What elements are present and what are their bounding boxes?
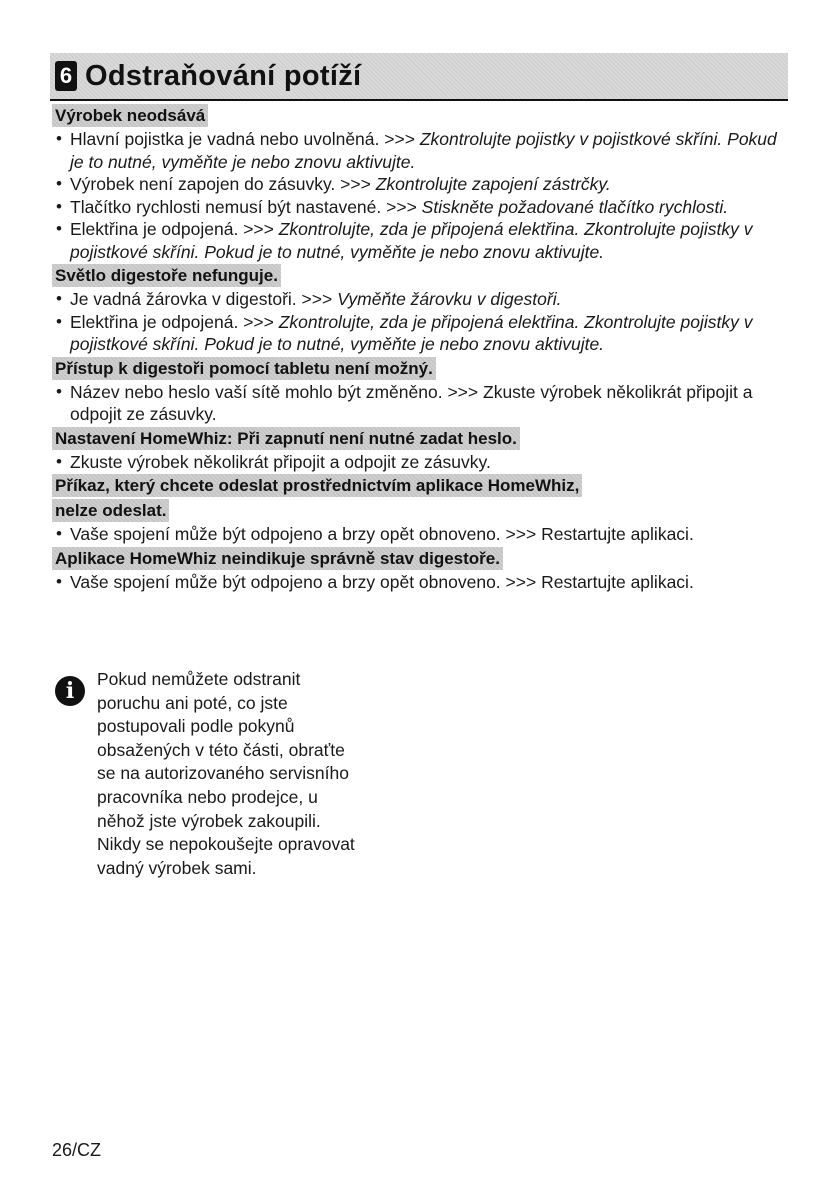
page-number: 26/CZ: [52, 1140, 102, 1160]
remedy-text: Restartujte aplikaci.: [541, 571, 694, 592]
remedy-text: Zkontrolujte pojistky v pojistkové skříni. Pokud je to nutné, vyměňte je nebo znovu aktivujte.: [70, 129, 777, 172]
problem-item: [52, 356, 782, 426]
section-number-badge: 6: [55, 61, 77, 91]
info-line: něhož jste výrobek zakoupili.: [97, 810, 321, 831]
cause-item: [52, 571, 782, 594]
cause-text: Elektřina je odpojená.: [70, 311, 239, 332]
cause-item: [52, 128, 782, 173]
remedy-text: Zkontrolujte, zda je připojená elektřina. Zkontrolujte pojistky v pojistkové skříni. Pokud je to nutné, vyměňte je nebo znovu aktivujte.: [70, 219, 753, 262]
arrow-text: >>>: [243, 311, 274, 332]
cause-item: [52, 173, 782, 196]
cause-text: Zkuste výrobek několikrát připojit a odpojit ze zásuvky.: [70, 451, 491, 472]
cause-text: Je vadná žárovka v digestoři.: [70, 289, 297, 309]
arrow-text: >>>: [384, 129, 415, 149]
troubleshooting-list: [52, 103, 782, 593]
section-header: [50, 53, 788, 101]
cause-text: Hlavní pojistka je vadná nebo uvolněná.: [70, 129, 380, 149]
info-line: Pokud nemůžete odstranit: [97, 669, 301, 689]
problem-heading: Světlo digestoře nefunguje.: [52, 264, 281, 287]
arrow-text: >>>: [340, 174, 371, 194]
problem-item: [52, 426, 782, 474]
info-text: [97, 668, 417, 880]
info-line: obsažených v této části, obraťte: [97, 739, 345, 760]
arrow-text: >>>: [301, 289, 333, 309]
problem-item: [52, 263, 782, 356]
arrow-text: >>>: [447, 381, 479, 402]
problem-heading: Výrobek neodsává: [52, 104, 208, 127]
arrow-text: >>>: [505, 524, 537, 544]
info-icon: i: [55, 676, 85, 706]
problem-heading: Nastavení HomeWhiz: Při zapnutí není nutné zadat heslo.: [52, 427, 520, 450]
problem-heading: Přístup k digestoři pomocí tabletu není možný.: [52, 357, 436, 380]
info-line: Nikdy se nepokoušejte opravovat: [97, 834, 355, 855]
problem-item: [52, 103, 782, 263]
cause-list: [52, 288, 782, 356]
info-line: vadný výrobek sami.: [97, 857, 257, 878]
arrow-text: >>>: [243, 219, 274, 239]
problem-item: [52, 473, 782, 546]
arrow-text: >>>: [386, 196, 417, 217]
cause-list: [52, 451, 782, 474]
cause-text: Vaše spojení může být odpojeno a brzy opět obnoveno.: [70, 571, 501, 592]
problem-heading-continued: nelze odeslat.: [52, 499, 169, 522]
cause-item: [52, 196, 782, 219]
cause-list: [52, 523, 782, 546]
cause-item: [52, 523, 782, 546]
remedy-text: Zkuste výrobek několikrát připojit a odpojit ze zásuvky.: [70, 381, 753, 424]
cause-text: Vaše spojení může být odpojeno a brzy opět obnoveno.: [70, 524, 501, 544]
remedy-text: Zkontrolujte zapojení zástrčky.: [375, 174, 611, 194]
info-line: pracovníka nebo prodejce, u: [97, 786, 318, 807]
cause-text: Název nebo heslo vaší sítě mohlo být změněno.: [70, 381, 443, 402]
info-line: se na autorizovaného servisního: [97, 763, 349, 784]
remedy-text: Vyměňte žárovku v digestoři.: [337, 289, 562, 309]
problem-item: [52, 546, 782, 594]
cause-text: Výrobek není zapojen do zásuvky.: [70, 174, 336, 194]
cause-item: [52, 381, 782, 426]
remedy-text: Stiskněte požadované tlačítko rychlosti.: [421, 196, 729, 217]
info-line: poruchu ani poté, co jste: [97, 692, 288, 713]
cause-item: [52, 218, 782, 263]
problem-heading: Příkaz, který chcete odeslat prostřednictvím aplikace HomeWhiz,: [52, 474, 582, 497]
cause-text: Elektřina je odpojená.: [70, 219, 239, 239]
section-title: Odstraňování potíží: [85, 59, 362, 92]
arrow-text: >>>: [505, 571, 537, 592]
problem-heading: Aplikace HomeWhiz neindikuje správně stav digestoře.: [52, 547, 503, 570]
remedy-text: Restartujte aplikaci.: [541, 524, 694, 544]
cause-item: [52, 311, 782, 356]
cause-item: [52, 288, 782, 311]
cause-list: [52, 128, 782, 263]
cause-list: [52, 381, 782, 426]
info-line: postupovali podle pokynů: [97, 716, 295, 737]
cause-text: Tlačítko rychlosti nemusí být nastavené.: [70, 196, 382, 217]
remedy-text: Zkontrolujte, zda je připojená elektřina. Zkontrolujte pojistky v pojistkové skříni. Pokud je to nutné, vyměňte je nebo znovu aktivujte.: [70, 311, 753, 354]
cause-item: [52, 451, 782, 474]
cause-list: [52, 571, 782, 594]
